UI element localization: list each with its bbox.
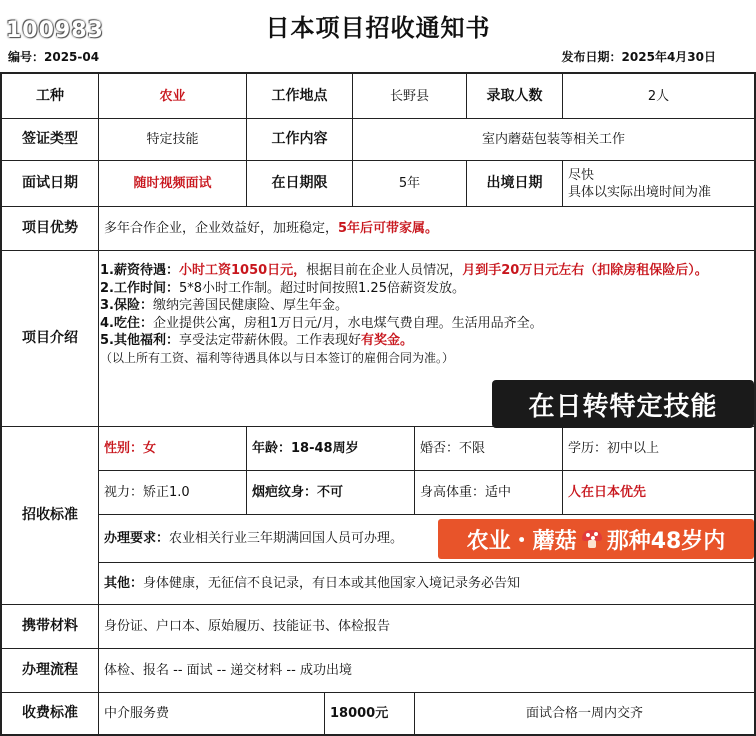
mushroom-emoji-icon [581,529,603,549]
overlay-caption-bottom [438,519,754,559]
intro-note: （以上所有工资、福利等待遇具体以与日本签订的雇佣合同为准。） [100,350,455,365]
serial-number: 编号：2025-04 [8,50,100,64]
vision-value: 视力：矫正1.0 [104,485,190,500]
materials-value: 身份证、户口本、原始履历、技能证书、体检报告 [104,619,391,634]
advantage-text: 多年合作企业，企业效益好，加班稳定， [104,221,339,236]
advantage-value [99,207,754,250]
intro-welfare: 5.其他福利：享受法定带薪休假。工作表现好有奖金。 [100,333,414,349]
overlay-bottom-left: 农业・蘑菇 [466,528,577,554]
gender-value: 性别：女 [104,441,157,456]
other-value [99,563,754,604]
fee-timing: 面试合格一周内交齐 [525,706,643,721]
fee-label: 收费标准 [22,705,78,721]
departure-value [563,161,754,206]
recruit-label: 招收标准 [22,507,78,523]
location-label: 工作地点 [271,87,328,104]
departure-line-1: 尽快 [568,167,595,183]
publish-date: 发布日期：2025年4月30日 [561,50,716,64]
work-content-label: 工作内容 [271,131,328,147]
intro-label: 项目介绍 [22,330,78,346]
page-title: 日本项目招收通知书 [265,14,491,42]
headcount-label: 录取人数 [486,87,543,104]
marriage-value: 婚否：不限 [420,441,486,456]
requirement-head: 办理要求： [104,531,170,546]
interview-value: 随时视频面试 [133,176,212,191]
materials-label: 携带材料 [22,618,78,634]
location-value: 长野县 [389,88,429,104]
term-value: 5年 [398,176,421,191]
departure-label: 出境日期 [486,175,543,191]
watermark-number: 100983 [6,18,104,43]
work-content-value: 室内蘑菇包装等相关工作 [481,132,625,147]
visa-label: 签证类型 [22,131,78,147]
other-text: 身体健康，无征信不良记录，有日本或其他国家入境记录务必告知 [143,576,521,591]
fee-amount: 18000元 [330,706,389,721]
intro-content [100,262,750,368]
interview-label: 面试日期 [22,175,78,191]
process-label: 办理流程 [22,662,78,678]
overlay-bottom-right: 那种48岁内 [606,528,726,554]
intro-salary: 1.薪资待遇：小时工资1050日元，根据目前在企业人员情况，月到手20万日元左右（扣除房租保险后）。 [100,263,708,278]
education-value: 学历：初中以上 [568,441,660,456]
fee-type: 中介服务费 [104,706,170,721]
intro-housing: 4.吃住：企业提供公寓，房租1万日元/月，水电煤气费自理。生活用品齐全。 [100,315,543,331]
process-value: 体检、报名 -- 面试 -- 递交材料 -- 成功出境 [104,663,352,678]
advantage-highlight: 5年后可带家属。 [338,221,439,236]
visa-value: 特定技能 [146,132,199,147]
headcount-value: 2人 [647,88,670,104]
age-value: 年龄：18-48周岁 [252,441,359,456]
job-type-label: 工种 [36,87,64,104]
in-japan-value: 人在日本优先 [568,485,647,500]
tattoo-value: 烟疤纹身：不可 [252,485,344,500]
intro-hours: 2.工作时间：5*8小时工作制。超过时间按照1.25倍薪资发放。 [100,280,465,296]
job-type-value: 农业 [159,88,186,104]
body-value: 身高体重：适中 [420,485,512,500]
other-head: 其他： [104,576,144,591]
intro-insurance: 3.保险：缴纳完善国民健康险、厚生年金。 [100,298,348,314]
overlay-caption-top: 在日转特定技能 [492,380,754,428]
advantage-label: 项目优势 [22,220,78,236]
requirement-text: 农业相关行业三年期满回国人员可办理。 [169,531,404,546]
departure-line-2: 具体以实际出境时间为准 [568,184,712,200]
term-label: 在日期限 [271,175,328,191]
